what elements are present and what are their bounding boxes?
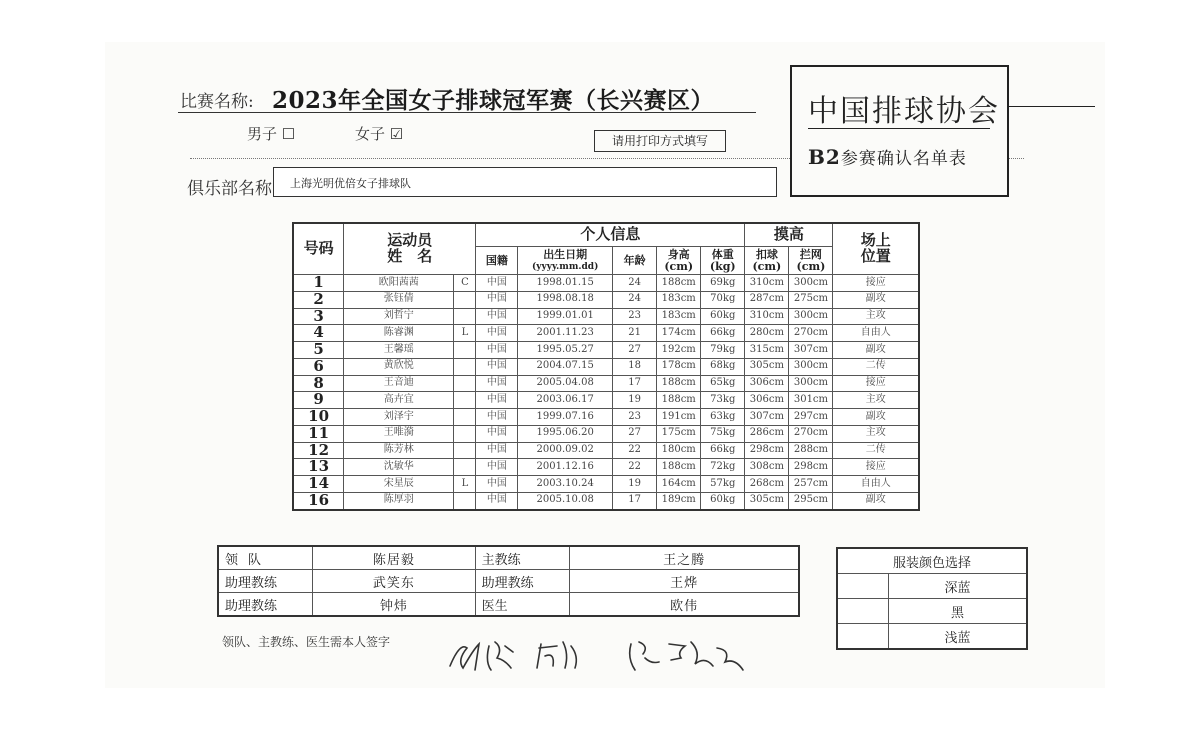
player-age: 22 [613,442,657,459]
match-title: 2023年全国女子排球冠军赛（长兴赛区） [272,87,715,114]
player-position: 副攻 [833,492,919,509]
doctor-name[interactable]: 欧伟 [570,593,799,617]
player-name: 刘泽宇 [344,409,454,426]
player-role [454,392,476,409]
title-underline [178,112,756,113]
player-number: 4 [293,325,344,342]
player-age: 21 [613,325,657,342]
player-number: 8 [293,375,344,392]
player-block-reach: 295cm [789,492,833,509]
player-nationality: 中国 [476,375,518,392]
col-weight: 体重 (kg) [701,247,745,275]
player-number: 3 [293,308,344,325]
player-weight: 63kg [701,409,745,426]
player-age: 22 [613,459,657,476]
player-role [454,459,476,476]
table-row [293,375,919,392]
col-position: 场上 位置 [833,223,919,275]
player-position: 副攻 [833,342,919,359]
player-dob: 1998.08.18 [518,291,613,308]
player-role: C [454,275,476,292]
table-row [293,275,919,292]
player-block-reach: 270cm [789,425,833,442]
player-spike-reach: 287cm [745,291,789,308]
leader-label: 领队 [218,546,313,570]
player-block-reach: 300cm [789,275,833,292]
player-position: 二传 [833,358,919,375]
player-block-reach: 300cm [789,358,833,375]
table-row [293,459,919,476]
assistant-coach-3[interactable]: 钟炜 [313,593,475,617]
player-spike-reach: 308cm [745,459,789,476]
player-number: 5 [293,342,344,359]
table-row [293,308,919,325]
player-weight: 79kg [701,342,745,359]
player-role [454,291,476,308]
player-nationality: 中国 [476,476,518,493]
color-check-2[interactable] [837,599,889,624]
player-spike-reach: 286cm [745,425,789,442]
player-role [454,342,476,359]
player-height: 188cm [657,459,701,476]
player-age: 19 [613,476,657,493]
player-position: 副攻 [833,291,919,308]
player-age: 17 [613,492,657,509]
player-role [454,375,476,392]
col-nationality: 国籍 [476,247,518,275]
form-title-text: 参赛确认名单表 [840,149,967,169]
player-name: 陈芳林 [344,442,454,459]
player-name: 陈睿渊 [344,325,454,342]
player-dob: 2005.10.08 [518,492,613,509]
player-weight: 73kg [701,392,745,409]
header-rule-right [1005,106,1095,107]
player-weight: 69kg [701,275,745,292]
club-name-value: 上海光明优倍女子排球队 [290,177,411,190]
player-name: 王馨瑶 [344,342,454,359]
player-name: 高卉宜 [344,392,454,409]
player-height: 174cm [657,325,701,342]
player-weight: 72kg [701,459,745,476]
table-row [293,325,919,342]
player-name: 沈敏华 [344,459,454,476]
player-age: 23 [613,409,657,426]
player-role [454,308,476,325]
col-spike: 扣球 (cm) [745,247,789,275]
player-number: 16 [293,492,344,509]
player-nationality: 中国 [476,291,518,308]
player-height: 189cm [657,492,701,509]
color-option: 黑 [889,599,1028,624]
player-height: 191cm [657,409,701,426]
player-height: 178cm [657,358,701,375]
player-name: 刘哲宁 [344,308,454,325]
col-reach: 摸高 [745,223,833,247]
table-row [293,291,919,308]
player-role [454,409,476,426]
player-age: 17 [613,375,657,392]
player-height: 188cm [657,392,701,409]
color-option: 深蓝 [889,574,1028,599]
player-height: 183cm [657,291,701,308]
player-spike-reach: 310cm [745,308,789,325]
table-row [293,492,919,509]
player-nationality: 中国 [476,425,518,442]
player-position: 自由人 [833,325,919,342]
handwritten-signatures [445,628,755,678]
player-number: 11 [293,425,344,442]
player-number: 13 [293,459,344,476]
player-weight: 68kg [701,358,745,375]
player-position: 接应 [833,275,919,292]
player-height: 175cm [657,425,701,442]
player-role: L [454,325,476,342]
player-block-reach: 307cm [789,342,833,359]
player-number: 12 [293,442,344,459]
association-box [790,65,1009,197]
player-block-reach: 275cm [789,291,833,308]
player-weight: 70kg [701,291,745,308]
player-age: 27 [613,342,657,359]
table-row [293,476,919,493]
player-height: 164cm [657,476,701,493]
player-height: 188cm [657,375,701,392]
player-dob: 1995.05.27 [518,342,613,359]
player-role: L [454,476,476,493]
assistant-coach-label-2: 助理教练 [475,570,570,593]
color-check-1[interactable] [837,574,889,599]
club-label: 俱乐部名称 [187,179,272,199]
player-dob: 1998.01.15 [518,275,613,292]
leader-name[interactable]: 陈居毅 [313,546,475,570]
player-spike-reach: 315cm [745,342,789,359]
player-role [454,425,476,442]
head-coach-label: 主教练 [475,546,570,570]
uniform-color-table [836,547,1028,650]
player-dob: 2003.10.24 [518,476,613,493]
player-position: 接应 [833,459,919,476]
player-spike-reach: 268cm [745,476,789,493]
col-age: 年龄 [613,247,657,275]
assistant-coach-label-1: 助理教练 [218,570,313,593]
player-number: 1 [293,275,344,292]
player-dob: 1999.01.01 [518,308,613,325]
player-block-reach: 301cm [789,392,833,409]
player-block-reach: 298cm [789,459,833,476]
player-nationality: 中国 [476,442,518,459]
player-name: 欧阳茜茜 [344,275,454,292]
player-age: 27 [613,425,657,442]
table-row [293,425,919,442]
player-dob: 2005.04.08 [518,375,613,392]
player-dob: 2003.06.17 [518,392,613,409]
col-height: 身高 (cm) [657,247,701,275]
female-checkbox[interactable]: 女子 ☑ [355,125,404,143]
player-age: 18 [613,358,657,375]
assistant-coach-label-3: 助理教练 [218,593,313,617]
player-spike-reach: 310cm [745,275,789,292]
doctor-label: 医生 [475,593,570,617]
player-dob: 1995.06.20 [518,425,613,442]
player-number: 9 [293,392,344,409]
staff-table [217,545,800,617]
table-row [293,358,919,375]
player-block-reach: 300cm [789,308,833,325]
print-note-box: 请用打印方式填写 [594,130,726,152]
form-title [808,144,967,169]
player-height: 183cm [657,308,701,325]
col-personal-info: 个人信息 [476,223,745,247]
association-rule [808,128,990,129]
player-name: 陈厚羽 [344,492,454,509]
player-spike-reach: 307cm [745,409,789,426]
player-height: 188cm [657,275,701,292]
table-row [293,392,919,409]
player-role [454,492,476,509]
player-dob: 2001.11.23 [518,325,613,342]
player-dob: 2004.07.15 [518,358,613,375]
player-number: 6 [293,358,344,375]
player-weight: 57kg [701,476,745,493]
color-option: 浅蓝 [889,624,1028,650]
player-nationality: 中国 [476,392,518,409]
player-nationality: 中国 [476,275,518,292]
player-nationality: 中国 [476,492,518,509]
table-row [293,442,919,459]
assistant-coach-2[interactable]: 王烨 [570,570,799,593]
player-nationality: 中国 [476,325,518,342]
player-nationality: 中国 [476,358,518,375]
player-spike-reach: 305cm [745,358,789,375]
male-checkbox[interactable]: 男子 ☐ [247,125,296,143]
roster-body [293,275,919,510]
player-role [454,358,476,375]
player-block-reach: 270cm [789,325,833,342]
player-nationality: 中国 [476,409,518,426]
roster-table [292,222,920,511]
player-position: 自由人 [833,476,919,493]
player-position: 副攻 [833,409,919,426]
player-block-reach: 257cm [789,476,833,493]
player-spike-reach: 306cm [745,392,789,409]
player-weight: 66kg [701,442,745,459]
player-age: 23 [613,308,657,325]
player-name: 张钰倩 [344,291,454,308]
player-nationality: 中国 [476,308,518,325]
player-nationality: 中国 [476,342,518,359]
player-name: 宋星辰 [344,476,454,493]
player-number: 2 [293,291,344,308]
assistant-coach-1[interactable]: 武笑东 [313,570,475,593]
col-dob: 出生日期 (yyyy.mm.dd) [518,247,613,275]
uniform-color-title: 服装颜色选择 [837,548,1027,574]
player-dob: 2000.09.02 [518,442,613,459]
form-code: B2 [808,145,841,169]
player-position: 二传 [833,442,919,459]
player-number: 10 [293,409,344,426]
player-role [454,442,476,459]
head-coach-name[interactable]: 王之腾 [570,546,799,570]
player-age: 24 [613,275,657,292]
dotted-divider-right [1008,158,1024,159]
player-nationality: 中国 [476,459,518,476]
player-height: 192cm [657,342,701,359]
player-name: 王唯漪 [344,425,454,442]
player-height: 180cm [657,442,701,459]
player-weight: 65kg [701,375,745,392]
player-name: 黄欣悦 [344,358,454,375]
player-block-reach: 297cm [789,409,833,426]
match-label: 比赛名称: [180,92,254,112]
association-name: 中国排球协会 [808,94,1000,129]
table-row [293,409,919,426]
player-spike-reach: 298cm [745,442,789,459]
player-position: 主攻 [833,308,919,325]
player-weight: 66kg [701,325,745,342]
player-weight: 60kg [701,492,745,509]
player-weight: 60kg [701,308,745,325]
col-block: 拦网 (cm) [789,247,833,275]
player-age: 24 [613,291,657,308]
player-position: 接应 [833,375,919,392]
table-row [293,342,919,359]
player-spike-reach: 280cm [745,325,789,342]
dotted-divider [190,158,790,159]
player-spike-reach: 305cm [745,492,789,509]
player-number: 14 [293,476,344,493]
player-block-reach: 288cm [789,442,833,459]
player-name: 王音迪 [344,375,454,392]
player-dob: 1999.07.16 [518,409,613,426]
col-number: 号码 [293,223,344,275]
player-block-reach: 300cm [789,375,833,392]
color-check-3[interactable] [837,624,889,650]
player-position: 主攻 [833,392,919,409]
player-spike-reach: 306cm [745,375,789,392]
player-age: 19 [613,392,657,409]
player-dob: 2001.12.16 [518,459,613,476]
player-position: 主攻 [833,425,919,442]
col-athlete: 运动员 姓 名 [344,223,476,275]
player-weight: 75kg [701,425,745,442]
signature-note: 领队、主教练、医生需本人签字 [222,635,391,649]
